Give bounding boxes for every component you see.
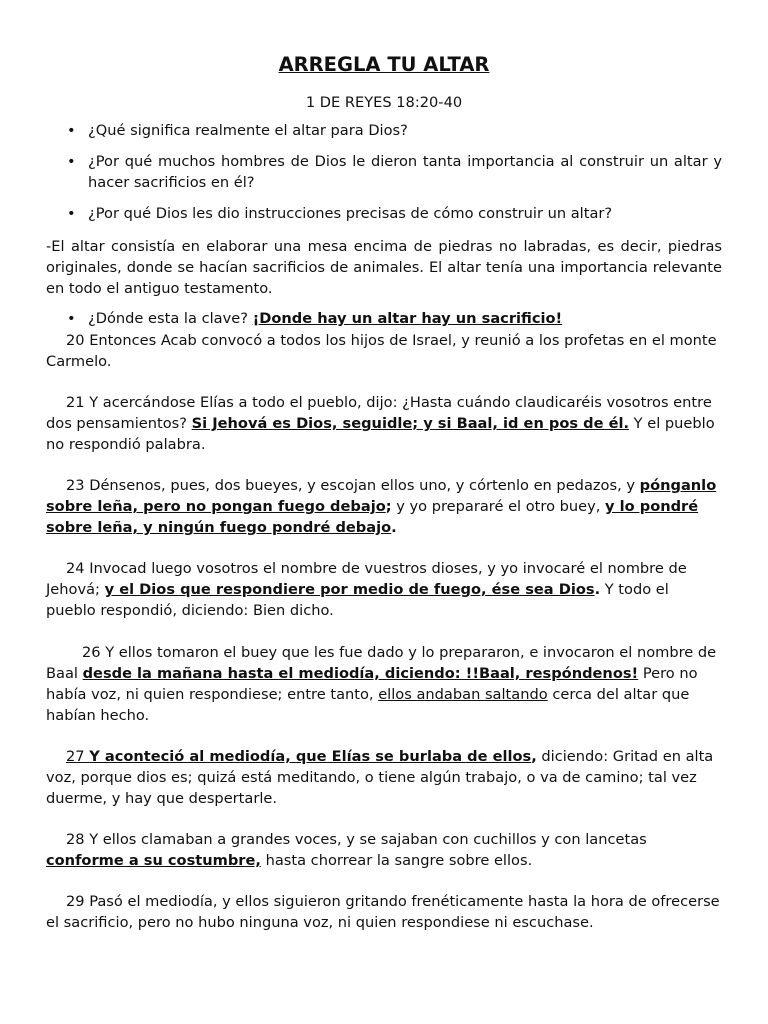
key-answer: ¡Donde hay un altar hay un sacrificio! xyxy=(252,310,563,327)
verse-28-end: hasta chorrear la sangre sobre ellos. xyxy=(265,852,533,869)
intro-paragraph: -El altar consistía en elaborar una mesa encima de piedras no labradas, es decir, piedras originales, donde se hacían sacrificios de animales. El altar tenía una importancia relevante en todo el antiguo testamento. xyxy=(46,238,722,297)
verse-27 xyxy=(46,746,722,809)
question-item: • ¿Qué significa realmente el altar para Dios? xyxy=(46,120,722,141)
question-item: • ¿Por qué muchos hombres de Dios le dieron tanta importancia al construir un altar y hacer sacrificios en él? xyxy=(46,151,722,193)
verse-28-text: 28 Y ellos clamaban a grandes voces, y se sajaban con cuchillos y con lancetas xyxy=(66,831,647,848)
verse-24-end: Y todo el pueblo respondió, diciendo: Bien dicho. xyxy=(46,581,669,619)
verse-23-middle: y yo prepararé el otro buey, xyxy=(396,498,601,515)
verse-26-middle: Pero no había voz, ni quien respondiese; entre tanto, xyxy=(46,665,698,703)
verse-26 xyxy=(46,642,722,726)
verse-29-text: 29 Pasó el mediodía, y ellos siguieron gritando frenéticamente hasta la hora de ofrecerse el sacrificio, pero no hubo ninguna voz, ni quien respondiese ni escuchase. xyxy=(46,893,720,931)
verse-20 xyxy=(46,330,722,372)
verse-23-text: 23 Dénsenos, pues, dos bueyes, y escojan ellos uno, y córtenlo en pedazos, y xyxy=(66,477,635,494)
verse-21 xyxy=(46,392,722,455)
question-item: • ¿Por qué Dios les dio instrucciones precisas de cómo construir un altar? xyxy=(46,203,722,224)
verse-27-number: 27 xyxy=(66,748,85,765)
key-item xyxy=(46,308,722,329)
verse-21-end: Y el pueblo no respondió palabra. xyxy=(46,415,715,453)
question-list xyxy=(46,120,722,234)
verse-28 xyxy=(46,829,722,871)
verse-23-semicolon: ; xyxy=(385,498,392,515)
verse-21-highlight: Si Jehová es Dios, seguidle; y si Baal, id en pos de él. xyxy=(191,415,630,432)
document-title: ARREGLA TU ALTAR xyxy=(278,53,490,76)
verse-27-comma: , xyxy=(531,748,537,765)
verse-23-highlight-2: y lo pondré sobre leña, y ningún fuego pondré debajo xyxy=(46,498,699,536)
verse-28-highlight: conforme a su costumbre, xyxy=(46,852,261,869)
verse-26-highlight: desde la mañana hasta el mediodía, diciendo: !!Baal, respóndenos! xyxy=(82,665,639,682)
verse-24-highlight: y el Dios que respondiere por medio de fuego, ése sea Dios xyxy=(104,581,595,598)
verse-23 xyxy=(46,475,722,538)
verse-23-period: . xyxy=(391,519,397,536)
verse-26-end: cerca del altar que habían hecho. xyxy=(46,686,690,724)
scripture-reference: 1 DE REYES 18:20-40 xyxy=(305,94,463,111)
verse-29 xyxy=(46,891,722,933)
verse-26-text: 26 Y ellos tomaron el buey que les fue dado y lo prepararon, e invocaron el nombre de Baal xyxy=(46,644,717,682)
key-question: ¿Dónde esta la clave? xyxy=(88,310,248,327)
verse-23-highlight-1: pónganlo sobre leña, pero no pongan fuego debajo xyxy=(46,477,717,515)
verse-21-text: 21 Y acercándose Elías a todo el pueblo, dijo: ¿Hasta cuándo claudicaréis vosotros entre dos pensamientos? xyxy=(46,394,712,432)
verse-24 xyxy=(46,558,722,621)
verse-27-text: diciendo: Gritad en alta voz, porque dios es; quizá está meditando, o tiene algún trabajo, o va de camino; tal vez duerme, y hay que despertarle. xyxy=(46,748,714,807)
verse-27-highlight: Y aconteció al mediodía, que Elías se burlaba de ellos xyxy=(89,748,532,765)
verse-20-text: 20 Entonces Acab convocó a todos los hijos de Israel, y reunió a los profetas en el monte Carmelo. xyxy=(46,332,717,370)
verse-26-underline: ellos andaban saltando xyxy=(378,686,548,703)
verse-24-period: . xyxy=(594,581,601,598)
verse-24-text: 24 Invocad luego vosotros el nombre de vuestros dioses, y yo invocaré el nombre de Jehová; xyxy=(46,560,687,598)
